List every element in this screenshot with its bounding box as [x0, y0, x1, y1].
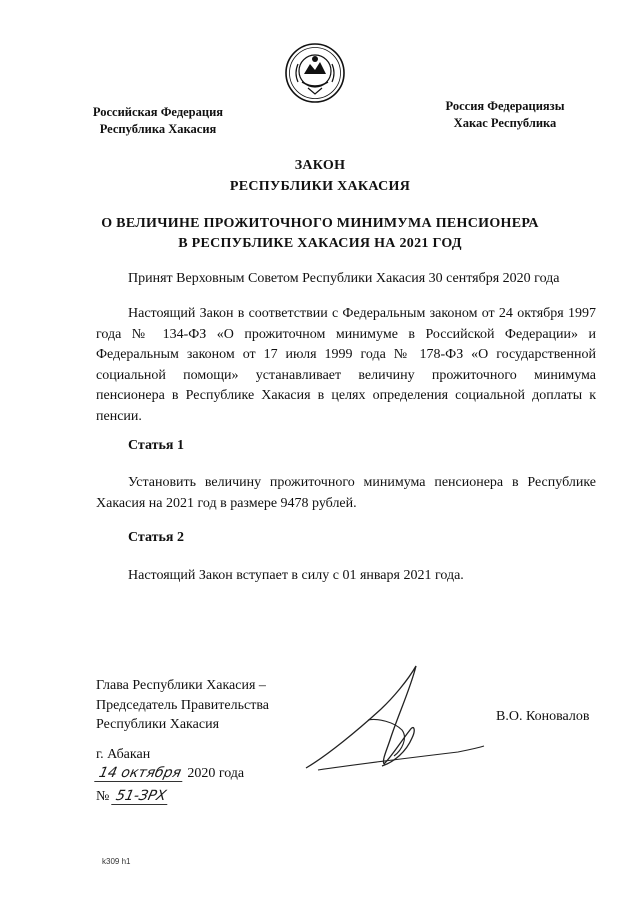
signatory-position — [96, 676, 269, 735]
header-right — [440, 98, 570, 132]
article-2-heading: Статья 2 — [128, 530, 184, 545]
date-handwritten: 14 октября — [94, 765, 185, 782]
footer-code: k309 h1 — [102, 857, 131, 866]
article-1-heading: Статья 1 — [128, 438, 184, 453]
law-number — [96, 788, 169, 805]
header-right-line-2: Хакас Республика — [453, 116, 557, 130]
law-subject-line-1: О ВЕЛИЧИНЕ ПРОЖИТОЧНОГО МИНИМУМА ПЕНСИОНЕРА — [101, 216, 539, 231]
header-left-line-2: Республика Хакасия — [99, 122, 217, 136]
handwritten-signature — [298, 660, 488, 780]
article-2-text: Настоящий Закон вступает в силу с 01 января 2021 года. — [128, 568, 464, 583]
header-left-line-1: Российская Федерация — [92, 105, 224, 119]
republic-emblem-icon — [284, 42, 346, 104]
header-left — [88, 104, 228, 138]
signatory-name: В.О. Коновалов — [496, 709, 590, 724]
article-1-text: Установить величину прожиточного минимума пенсионера в Республике Хакасия на 2021 год в размере 9478 рублей. — [96, 475, 596, 511]
signatory-position-line-3: Республики Хакасия — [96, 717, 220, 732]
number-handwritten: 51-ЗРХ — [111, 788, 170, 805]
signing-date — [96, 765, 244, 782]
header-right-line-1: Россия Федерациязы — [445, 99, 565, 113]
preamble-paragraph: Настоящий Закон в соответствии с Федеральным законом от 24 октября 1997 года № 134-ФЗ «О прожиточном минимуме в Российской Федерации» и Федеральным законом от 17 июля 1999 года № 178-ФЗ «О государственной социальной помощи» устанавливает величину прожиточного минимума пенсионера в Республике Хакасия в целях определения социальной доплаты к пенсии. — [96, 306, 596, 424]
doc-type-title: ЗАКОН — [294, 158, 346, 173]
signatory-position-line-2: Председатель Правительства — [96, 697, 269, 713]
place-of-signing: г. Абакан — [96, 747, 151, 762]
law-subject-line-2: В РЕСПУБЛИКЕ ХАКАСИЯ НА 2021 ГОД — [178, 236, 462, 251]
signatory-position-line-1: Глава Республики Хакасия – — [96, 678, 266, 693]
adoption-statement: Принят Верховным Советом Республики Хакасия 30 сентября 2020 года — [128, 271, 560, 286]
date-year: 2020 года — [187, 766, 245, 781]
number-sign: № — [96, 789, 110, 804]
doc-authority-title: РЕСПУБЛИКИ ХАКАСИЯ — [229, 179, 411, 194]
